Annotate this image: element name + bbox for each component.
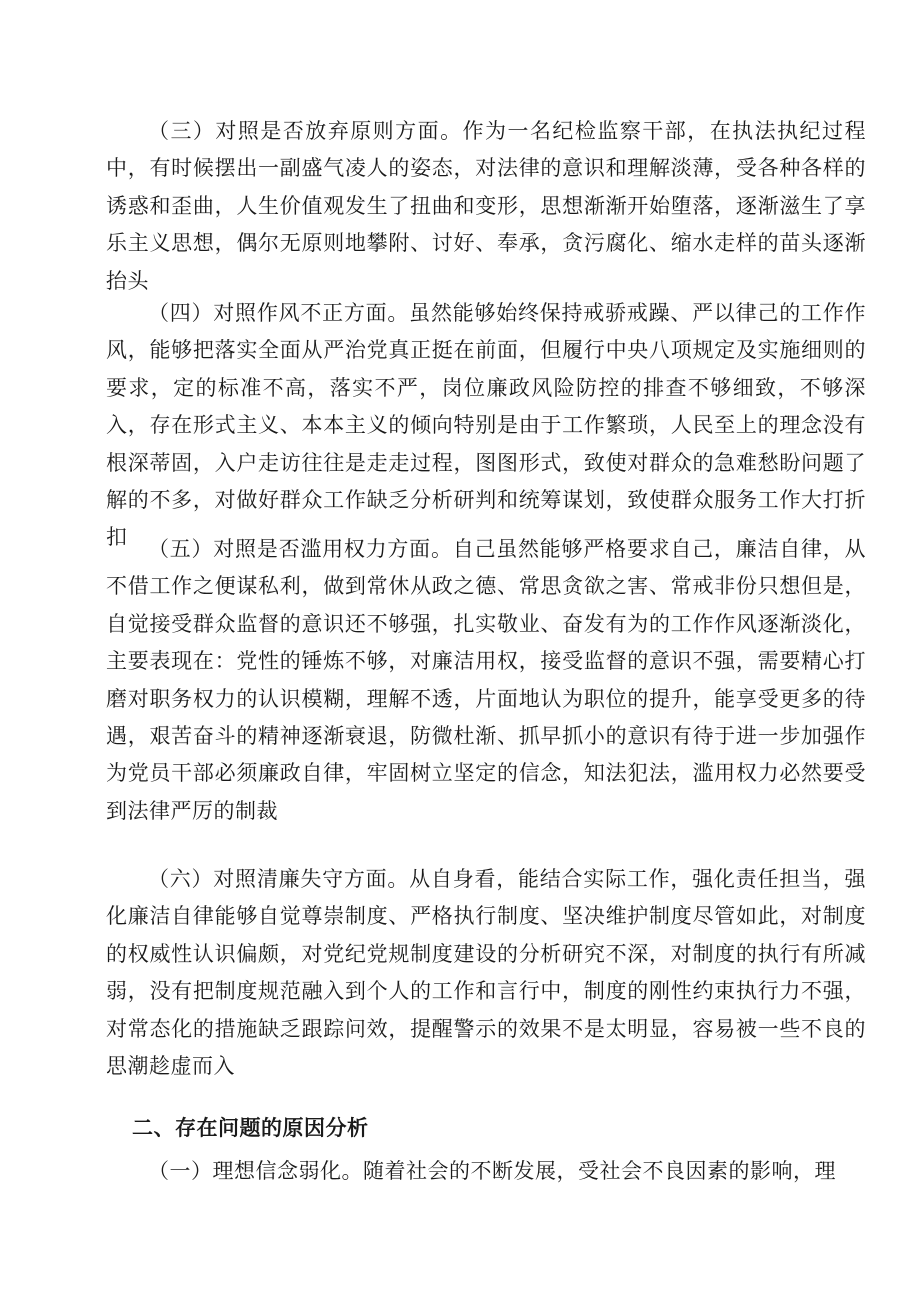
- section-heading: 二、存在问题的原因分析: [132, 1116, 369, 1140]
- paragraph-cause-1: （一）理想信念弱化。随着社会的不断发展，受社会不良因素的影响，理: [148, 1159, 836, 1183]
- paragraph-4: （四）对照作风不正方面。虽然能够始终保持戒骄戒躁、严以律己的工作作风，能够把落实全面从严治党真正挺在前面，但履行中央八项规定及实施细则的要求，定的标准不高，落实不严，岗位廉政风险防控的排查不够细致，不够深入，存在形式主义、本本主义的倾向特别是由于工作繁琐，人民至上的理念没有根深蒂固，入户走访往往是走走过程，图图形式，致使对群众的急难愁盼问题了解的不多，对做好群众工作缺乏分析研判和统筹谋划，致使群众服务工作大打折扣: [106, 301, 866, 550]
- paragraph-5: （五）对照是否滥用权力方面。自己虽然能够严格要求自己，廉洁自律，从不借工作之便谋私利，做到常休从政之德、常思贪欲之害、常戒非份只想但是，自觉接受群众监督的意识还不够强，扎实敬业、奋发有为的工作作风逐渐淡化，主要表现在：党性的锤炼不够，对廉洁用权，接受监督的意识不强，需要精心打磨对职务权力的认识模糊，理解不透，片面地认为职位的提升，能享受更多的待遇，艰苦奋斗的精神逐渐衰退，防微杜渐、抓早抓小的意识有待于进一步加强作为党员干部必须廉政自律，牢固树立坚定的信念，知法犯法，滥用权力必然要受到法律严厉的制裁: [106, 537, 866, 823]
- paragraph-6: （六）对照清廉失守方面。从自身看，能结合实际工作，强化责任担当，强化廉洁自律能够自觉尊崇制度、严格执行制度、坚决维护制度尽管如此，对制度的权威性认识偏颇，对党纪党规制度建设的分析研究不深，对制度的执行有所减弱，没有把制度规范融入到个人的工作和言行中，制度的刚性约束执行力不强，对常态化的措施缺乏跟踪问效，提醒警示的效果不是太明显，容易被一些不良的思潮趁虚而入: [106, 867, 866, 1079]
- paragraph-3: （三）对照是否放弃原则方面。作为一名纪检监察干部，在执法执纪过程中，有时候摆出一副盛气凌人的姿态，对法律的意识和理解淡薄，受各种各样的诱惑和歪曲，人生价值观发生了扭曲和变形，思想渐渐开始堕落，逐渐滋生了享乐主义思想，偶尔无原则地攀附、讨好、奉承，贪污腐化、缩水走样的苗头逐渐抬头: [106, 119, 866, 293]
